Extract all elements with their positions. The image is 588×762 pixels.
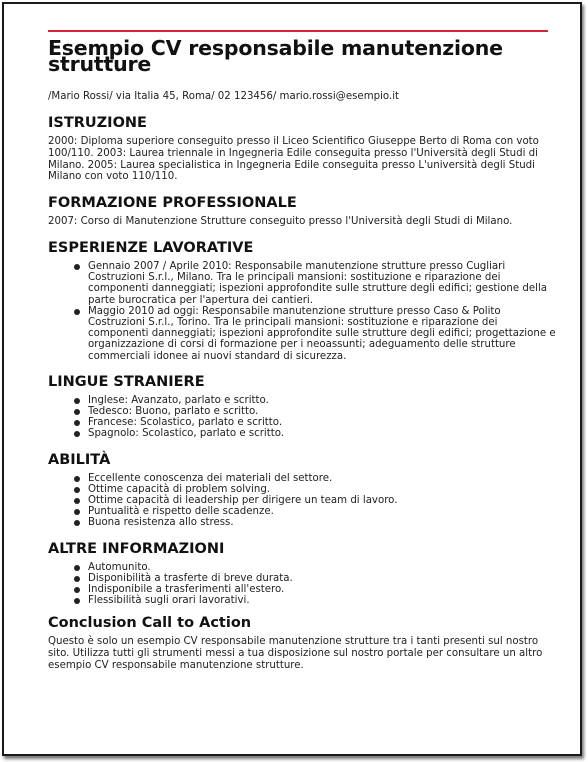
- section-heading-esperienze: ESPERIENZE LAVORATIVE: [48, 239, 254, 256]
- section-heading-abilita: ABILITÀ: [48, 451, 111, 468]
- section-heading-conclusion: Conclusion Call to Action: [48, 615, 252, 632]
- header-rule: [48, 30, 548, 32]
- section-heading-altre: ALTRE INFORMAZIONI: [48, 540, 225, 557]
- section-heading-istruzione: ISTRUZIONE: [48, 115, 147, 131]
- esperienze-list: [48, 261, 556, 362]
- conclusion-text: Questo è solo un esempio CV responsabile manutenzione strutture tra i tanti presenti sul nostro sito. Utilizza tutti gli strumenti messi a tua disposizione sul nostro portale per consultare un altro esempio CV responsabile manutenzione strutture.: [48, 636, 543, 672]
- list-item: Ottime capacità di leadership per dirigere un team di lavoro.: [48, 495, 556, 506]
- cv-page: [2, 2, 582, 756]
- istruzione-text: 2000: Diploma superiore conseguito presso il Liceo Scientifico Giuseppe Berto di Roma con voto 100/110. 2003: Laurea triennale in Ingegneria Edile conseguita presso l'Università degli Studi di Milano. 2005: Laurea specialistica in Ingegneria Edile conseguita presso L'università degli Studi Milano con voto 110/110.: [48, 136, 539, 183]
- list-item: Buona resistenza allo stress.: [48, 517, 556, 528]
- list-item: Gennaio 2007 / Aprile 2010: Responsabile manutenzione strutture presso Cugliari Costruzioni S.r.l., Milano. Tra le principali mansioni: sostituzione e riparazione dei componenti danneggiati; ispezioni approfondite sulle strutture degli edifici; gestione della parte burocratica per l'apertura dei cantieri.: [48, 261, 556, 306]
- list-item: Tedesco: Buono, parlato e scritto.: [48, 406, 556, 417]
- cv-content: [48, 36, 556, 672]
- list-item: Automunito.: [48, 562, 556, 573]
- section-heading-formazione: FORMAZIONE PROFESSIONALE: [48, 195, 297, 212]
- formazione-text: 2007: Corso di Manutenzione Strutture conseguito presso l'Università degli Studi di Milano.: [48, 216, 513, 228]
- altre-list: [48, 562, 556, 607]
- list-item: Eccellente conoscenza dei materiali del settore.: [48, 473, 556, 484]
- section-heading-lingue: LINGUE STRANIERE: [48, 373, 205, 390]
- list-item: Francese: Scolastico, parlato e scritto.: [48, 417, 556, 428]
- list-item: Ottime capacità di problem solving.: [48, 484, 556, 495]
- list-item: Spagnolo: Scolastico, parlato e scritto.: [48, 428, 556, 439]
- list-item: Flessibilità sugli orari lavorativi.: [48, 595, 556, 606]
- lingue-list: [48, 395, 556, 440]
- list-item: Indisponibile a trasferimenti all'estero.: [48, 584, 556, 595]
- list-item: Inglese: Avanzato, parlato e scritto.: [48, 395, 556, 406]
- contact-line: /Mario Rossi/ via Italia 45, Roma/ 02 123456/ mario.rossi@esempio.it: [48, 91, 400, 102]
- abilita-list: [48, 473, 556, 529]
- list-item: Disponibilità a trasferte di breve durata.: [48, 573, 556, 584]
- list-item: Maggio 2010 ad oggi: Responsabile manutenzione strutture presso Caso & Polito Costruzioni S.r.l., Torino. Tra le principali mansioni: sostituzione e riparazione dei componenti danneggiati; ispezioni approfondite sulle strutture degli edifici; progettazione e organizzazione di corsi di formazione per i neoassunti; adeguamento delle strutture commerciali idonee ai nuovi standard di sicurezza.: [48, 306, 556, 362]
- list-item: Puntualità e rispetto delle scadenze.: [48, 506, 556, 517]
- cv-title: Esempio CV responsabile manutenzione strutture: [48, 36, 503, 76]
